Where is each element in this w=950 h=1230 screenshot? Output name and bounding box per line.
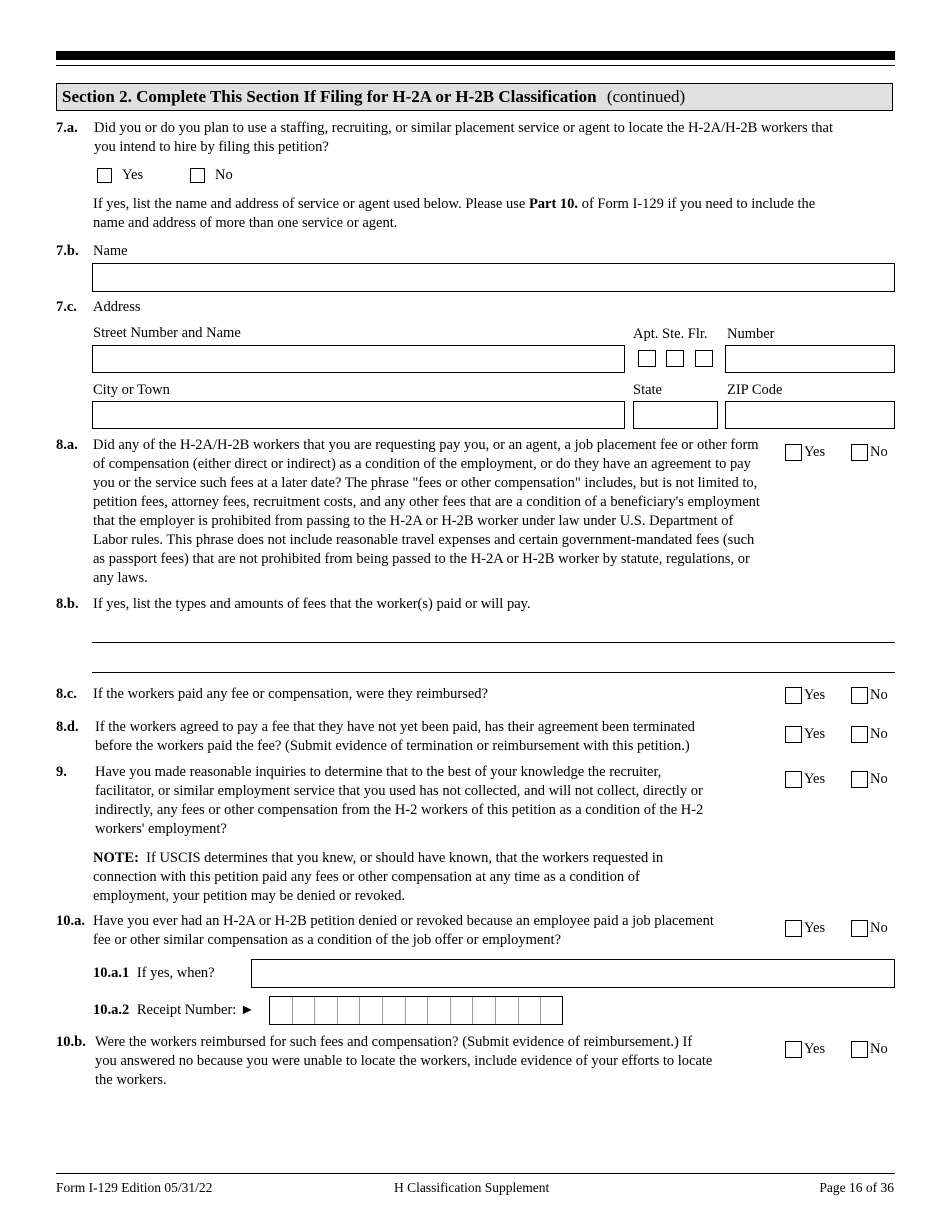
footer-rule — [56, 1173, 895, 1174]
q8a-no-label: No — [870, 444, 888, 460]
q8a-line: of compensation (either direct or indirect) as a condition of the employment, or do they have an agreement to pay — [93, 456, 751, 472]
q10b-yes-checkbox[interactable] — [785, 1041, 802, 1058]
q8a-no-checkbox[interactable] — [851, 444, 868, 461]
q8d-line1: If the workers agreed to pay a fee that they have not yet been paid, has their agreement been terminated — [95, 719, 695, 735]
q8a-yes-label: Yes — [804, 444, 826, 460]
fees-line-1[interactable] — [92, 642, 895, 643]
q7a-line2: you intend to hire by filing this petition? — [94, 139, 329, 155]
q8a-line: Labor rules. This phrase does not include reasonable travel expenses and certain government-mandated fees (such — [93, 532, 755, 548]
note-line3: employment, your petition may be denied or revoked. — [93, 888, 406, 904]
q7a-number: 7.a. — [56, 120, 78, 136]
q7a-text — [94, 119, 894, 157]
zip-input[interactable] — [725, 401, 895, 429]
q7a-instr-pre: If yes, list the name and address of service or agent used below. Please use — [93, 196, 529, 212]
q9-text — [95, 763, 775, 839]
q10a1-label: If yes, when? — [136, 965, 215, 981]
q8a-text — [93, 436, 773, 588]
receipt-number-input[interactable] — [269, 996, 563, 1025]
q8c-no-checkbox[interactable] — [851, 687, 868, 704]
q10a-text — [93, 912, 773, 950]
q8c-text: If the workers paid any fee or compensation, were they reimbursed? — [93, 686, 488, 702]
q7a-no-label: No — [215, 167, 233, 183]
q8b-text: If yes, list the types and amounts of fees that the worker(s) paid or will pay. — [93, 596, 531, 612]
zip-label: ZIP Code — [727, 382, 783, 398]
city-label: City or Town — [93, 382, 170, 398]
q8c-yes-checkbox[interactable] — [785, 687, 802, 704]
q9-line: indirectly, any fees or other compensation from the H-2 workers of this petition as a condition of the H-2 — [95, 802, 704, 818]
q10a2-row — [93, 1001, 254, 1020]
header-thick-rule — [56, 51, 895, 60]
q7a-yes-label: Yes — [122, 167, 144, 183]
q9-no-label: No — [870, 771, 888, 787]
q9-no-checkbox[interactable] — [851, 771, 868, 788]
flr-checkbox[interactable] — [695, 350, 713, 367]
q8a-line: petition fees, attorney fees, recruitment costs, and any other fees that are a condition of a beneficiary's employment — [93, 494, 760, 510]
q9-line: facilitator, or similar employment service that you used has not collected, and will not collect, directly or — [95, 783, 703, 799]
q8b-number: 8.b. — [56, 596, 79, 612]
q9-line: workers' employment? — [95, 821, 227, 837]
q7c-number: 7.c. — [56, 299, 77, 315]
city-input[interactable] — [92, 401, 625, 429]
state-label: State — [633, 382, 662, 398]
q8c-number: 8.c. — [56, 686, 77, 702]
q7a-line1: Did you or do you plan to use a staffing, recruiting, or similar placement service or agent to locate the H-2A/H-2B workers that — [94, 120, 834, 136]
header-thin-rule — [56, 65, 895, 66]
q7c-label: Address — [93, 299, 141, 315]
footer-title: H Classification Supplement — [394, 1180, 550, 1195]
apt-checkbox[interactable] — [638, 350, 656, 367]
fees-line-2[interactable] — [92, 672, 895, 673]
q10b-line1: Were the workers reimbursed for such fees and compensation? (Submit evidence of reimbursement.) If — [95, 1034, 693, 1050]
q7a-no-checkbox[interactable] — [190, 168, 205, 183]
arrow-icon: ► — [239, 1002, 255, 1018]
q8a-line: Did any of the H-2A/H-2B workers that you are requesting pay you, or an agent, a job placement fee or other form — [93, 437, 759, 453]
note-line2: connection with this petition paid any fees or other compensation at any time as a condition of — [93, 869, 640, 885]
q9-note — [93, 849, 773, 906]
q10a-no-checkbox[interactable] — [851, 920, 868, 937]
footer-page-number: Page 16 of 36 — [819, 1180, 894, 1195]
q8a-line: as passport fees) that are not prohibited from being passed to the H-2A or H-2B worker by statute, regulations, or — [93, 551, 750, 567]
q7b-number: 7.b. — [56, 243, 79, 259]
name-input[interactable] — [92, 263, 895, 292]
q8a-line: that the employer is prohibited from passing to the H-2A or H-2B worker under law under U.S. Department of — [93, 513, 734, 529]
q8d-line2: before the workers paid the fee? (Submit evidence of termination or reimbursement with this petition.) — [95, 738, 690, 754]
q10a2-label: Receipt Number: — [136, 1002, 237, 1018]
street-input[interactable] — [92, 345, 625, 373]
ste-checkbox[interactable] — [666, 350, 684, 367]
q8d-no-checkbox[interactable] — [851, 726, 868, 743]
q10a-yes-label: Yes — [804, 920, 826, 936]
q10b-text — [95, 1033, 775, 1090]
q7a-instr-line2: name and address of more than one service or agent. — [93, 215, 398, 231]
apt-number-input[interactable] — [725, 345, 895, 373]
q8d-no-label: No — [870, 726, 888, 742]
section-heading — [56, 83, 893, 111]
q10b-no-label: No — [870, 1041, 888, 1057]
state-select[interactable] — [633, 401, 718, 429]
q9-yes-label: Yes — [804, 771, 826, 787]
section-continued: (continued) — [606, 87, 686, 106]
q9-line: Have you made reasonable inquiries to determine that to the best of your knowledge the recruiter, — [95, 764, 662, 780]
section-title: Section 2. Complete This Section If Filing for H-2A or H-2B Classification — [62, 87, 597, 106]
q8c-yes-label: Yes — [804, 687, 826, 703]
q10a-no-label: No — [870, 920, 888, 936]
q7a-instr-bold: Part 10. — [528, 196, 579, 212]
q10a-line1: Have you ever had an H-2A or H-2B petition denied or revoked because an employee paid a job placement — [93, 913, 714, 929]
if-yes-when-input[interactable] — [251, 959, 895, 988]
q8a-number: 8.a. — [56, 437, 78, 453]
street-label: Street Number and Name — [93, 325, 241, 341]
q10a-yes-checkbox[interactable] — [785, 920, 802, 937]
note-line1: If USCIS determines that you knew, or should have known, that the workers requested in — [138, 850, 664, 866]
q7a-instructions — [93, 195, 893, 233]
q10a1-number: 10.a.1 — [93, 965, 130, 981]
q10a-number: 10.a. — [56, 913, 85, 929]
q8c-no-label: No — [870, 687, 888, 703]
q9-number: 9. — [56, 764, 67, 780]
q9-yes-checkbox[interactable] — [785, 771, 802, 788]
q7b-label: Name — [93, 243, 128, 259]
q10b-no-checkbox[interactable] — [851, 1041, 868, 1058]
q10b-number: 10.b. — [56, 1034, 86, 1050]
number-label: Number — [727, 326, 775, 342]
q10b-yes-label: Yes — [804, 1041, 826, 1057]
q8d-yes-label: Yes — [804, 726, 826, 742]
apt-label: Apt. Ste. Flr. — [633, 326, 708, 342]
q8d-text — [95, 718, 775, 756]
q10b-line2: you answered no because you were unable to locate the workers, include evidence of your efforts to locate — [95, 1053, 713, 1069]
note-label: NOTE: — [93, 850, 139, 866]
q8d-yes-checkbox[interactable] — [785, 726, 802, 743]
q8a-yes-checkbox[interactable] — [785, 444, 802, 461]
q7a-yes-checkbox[interactable] — [97, 168, 112, 183]
q8d-number: 8.d. — [56, 719, 79, 735]
q10a2-number: 10.a.2 — [93, 1002, 130, 1018]
q8a-line: you or the service such fees at a later date? The phrase "fees or other compensation" includes, but is not limited to, — [93, 475, 758, 491]
footer-form-edition: Form I-129 Edition 05/31/22 — [56, 1180, 213, 1195]
q10a-line2: fee or other similar compensation as a condition of the job offer or employment? — [93, 932, 562, 948]
q10b-line3: the workers. — [95, 1072, 167, 1088]
q10a1-row — [93, 964, 215, 983]
q8a-line: any laws. — [93, 570, 148, 586]
q7a-instr-post: of Form I-129 if you need to include the — [578, 196, 816, 212]
